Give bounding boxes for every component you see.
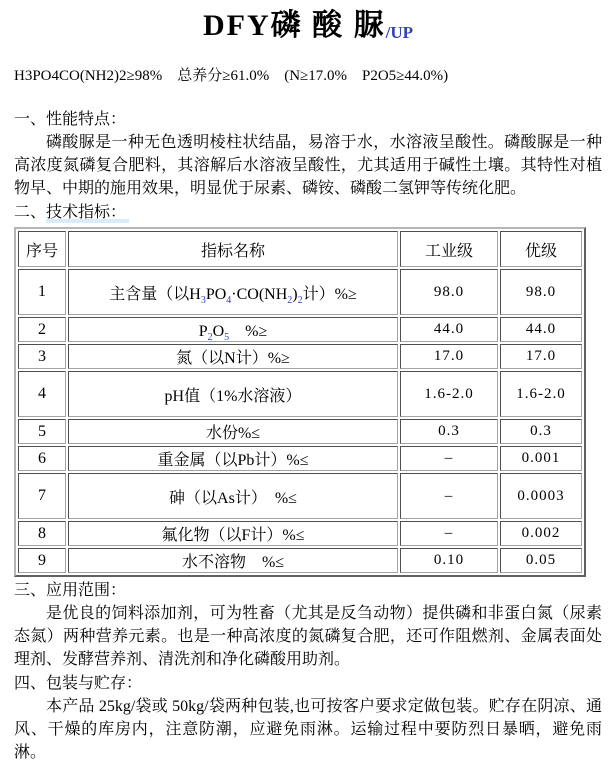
section-1-heading: 一、性能特点： [14, 111, 127, 128]
indicator-name-cell: 氮（以N计）%≥ [68, 344, 398, 369]
title-main-text: DFY磷 酸 脲 [202, 9, 386, 42]
column-header: 序号 [18, 231, 66, 267]
row-number-cell: 3 [18, 344, 66, 369]
industrial-grade-value-cell: – [400, 521, 498, 546]
table-row [18, 521, 582, 546]
industrial-grade-value-cell: – [400, 446, 498, 471]
premium-grade-value-cell: 0.3 [500, 419, 582, 444]
row-number-cell: 2 [18, 317, 66, 342]
table-row [18, 419, 582, 444]
indicator-name-cell: pH值（1%水溶液） [68, 371, 398, 417]
column-header: 工业级 [400, 231, 498, 267]
indicator-name-cell: 水不溶物 %≤ [68, 548, 398, 573]
premium-grade-value-cell: 0.002 [500, 521, 582, 546]
section-1-paragraph: 磷酸脲是一种无色透明棱柱状结晶，易溶于水，水溶液呈酸性。磷酸脲是一种高浓度氮磷复合肥料，其溶解后水溶液呈酸性，尤其适用于碱性土壤。其特性对植物早、中期的施用效果，明显优于尿素、磷铵、磷酸二氢钾等传统化肥。 [14, 134, 602, 197]
premium-grade-value-cell: 0.0003 [500, 473, 582, 519]
industrial-grade-value-cell: 0.3 [400, 419, 498, 444]
table-row [18, 473, 582, 519]
premium-grade-value-cell: 1.6-2.0 [500, 371, 582, 417]
table-row [18, 317, 582, 342]
table-row [18, 548, 582, 573]
row-number-cell: 5 [18, 419, 66, 444]
formula-line: H3PO4CO(NH2)2≥98% 总养分≥61.0% (N≥17.0% P2O5≥44.0%) [14, 68, 449, 84]
industrial-grade-value-cell: 17.0 [400, 344, 498, 369]
section-3-paragraph: 是优良的饲料添加剂，可为牲畜（尤其是反刍动物）提供磷和非蛋白氮（尿素态氮）两种营养元素。也是一种高浓度的氮磷复合肥，还可作阻燃剂、金属表面处理剂、发酵营养剂、清洗剂和净化磷酸用助剂。 [14, 605, 602, 668]
industrial-grade-value-cell: – [400, 473, 498, 519]
column-header: 指标名称 [68, 231, 398, 267]
spec-table [14, 227, 586, 577]
table-row [18, 269, 582, 315]
premium-grade-value-cell: 98.0 [500, 269, 582, 315]
indicator-name-cell: 主含量（以$H_3PO_4\cdot CO(NH_2)_2$计）%≥ [68, 269, 398, 315]
row-number-cell: 8 [18, 521, 66, 546]
row-number-cell: 1 [18, 269, 66, 315]
industrial-grade-value-cell: 44.0 [400, 317, 498, 342]
section-4-heading: 四、包装与贮存： [14, 675, 143, 692]
premium-grade-value-cell: 0.05 [500, 548, 582, 573]
table-row [18, 446, 582, 471]
spec-table-body [18, 269, 582, 573]
section-2-heading-highlighted: 技术指标： [46, 204, 129, 223]
indicator-name-cell: 氟化物（以F计）%≤ [68, 521, 398, 546]
section-4-paragraph: 本产品 25kg/袋或 50kg/袋两种包装,也可按客户要求定做包装。贮存在阴凉、通风、干燥的库房内，注意防潮，应避免雨淋。运输过程中要防烈日暴晒，避免雨淋。 [14, 698, 602, 761]
section-2-heading [14, 201, 602, 224]
row-number-cell: 6 [18, 446, 66, 471]
title-suffix: /UP [385, 23, 414, 42]
page-title [14, 6, 602, 50]
table-row [18, 371, 582, 417]
industrial-grade-value-cell: 0.10 [400, 548, 498, 573]
premium-grade-value-cell: 17.0 [500, 344, 582, 369]
spec-table-header-row [18, 231, 582, 267]
industrial-grade-value-cell: 1.6-2.0 [400, 371, 498, 417]
indicator-name-cell: $P_2O_5$ %≥ [68, 317, 398, 342]
row-number-cell: 9 [18, 548, 66, 573]
row-number-cell: 7 [18, 473, 66, 519]
premium-grade-value-cell: 0.001 [500, 446, 582, 471]
premium-grade-value-cell: 44.0 [500, 317, 582, 342]
industrial-grade-value-cell: 98.0 [400, 269, 498, 315]
column-header: 优级 [500, 231, 582, 267]
indicator-name-cell: 砷（以As计） %≤ [68, 473, 398, 519]
row-number-cell: 4 [18, 371, 66, 417]
indicator-name-cell: 水份%≤ [68, 419, 398, 444]
table-row [18, 344, 582, 369]
section-2-heading-prefix: 二、 [14, 204, 47, 221]
section-3-heading: 三、应用范围： [14, 582, 127, 599]
indicator-name-cell: 重金属（以Pb计）%≤ [68, 446, 398, 471]
